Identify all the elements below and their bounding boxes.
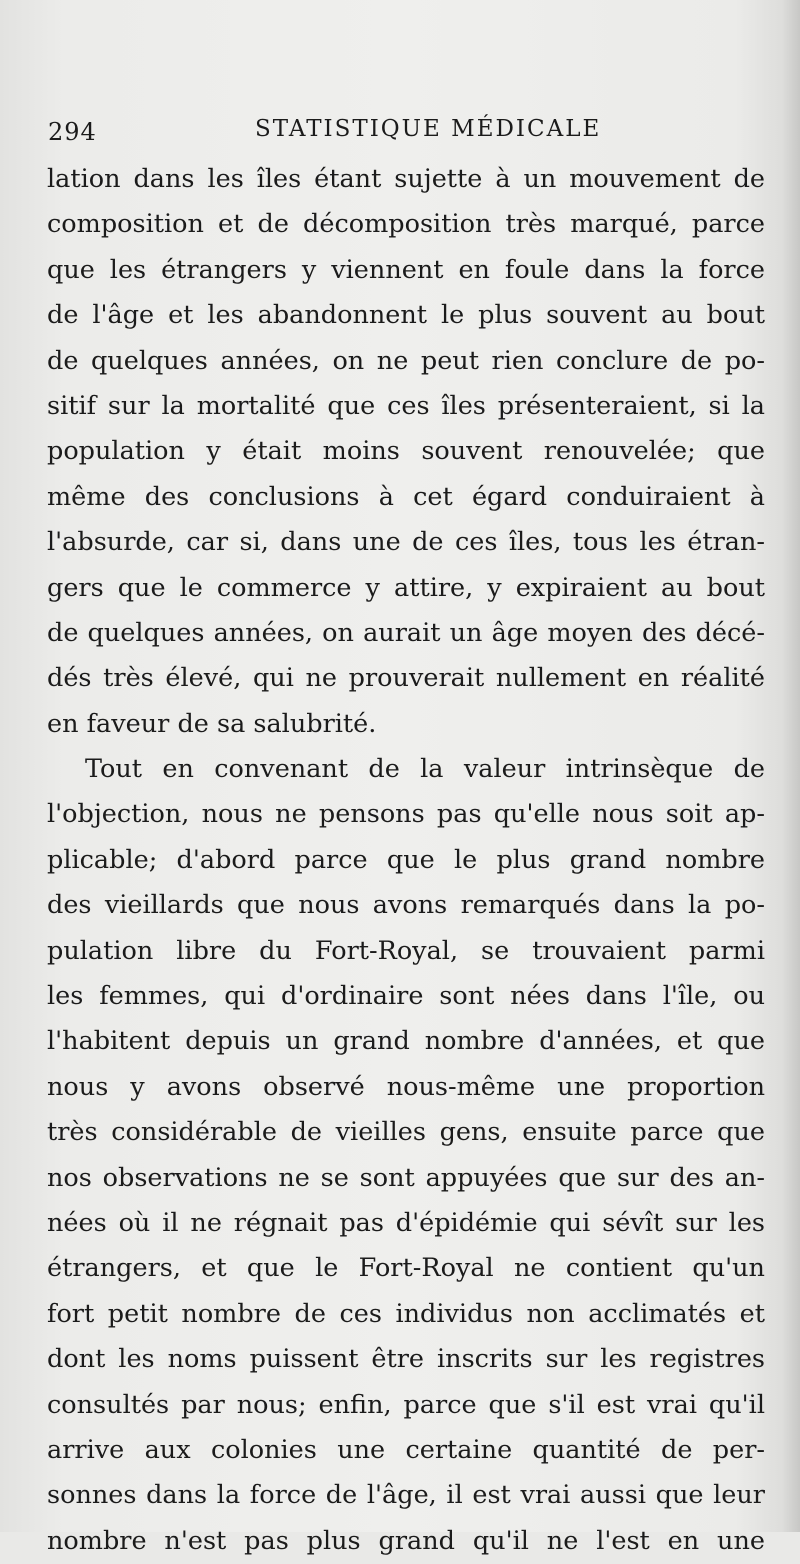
- text-line: de quelques années, on aurait un âge moyen des décé-: [47, 617, 765, 648]
- text-line: nées où il ne régnait pas d'épidémie qui sévît sur les: [47, 1207, 765, 1238]
- text-line: nous y avons observé nous-même une proportion: [47, 1071, 765, 1102]
- text-line: plicable; d'abord parce que le plus grand nombre: [47, 844, 765, 875]
- text-line: dés très élevé, qui ne prouverait nullement en réalité: [47, 663, 765, 694]
- page-number: 294: [48, 118, 97, 146]
- text-line: l'objection, nous ne pensons pas qu'elle nous soit ap-: [47, 799, 765, 830]
- text-line: fort petit nombre de ces individus non acclimatés et: [47, 1298, 765, 1329]
- text-line: de l'âge et les abandonnent le plus souvent au bout: [47, 300, 765, 331]
- text-line: gers que le commerce y attire, y expiraient au bout: [47, 572, 765, 603]
- text-line: étrangers, et que le Fort-Royal ne contient qu'un: [47, 1253, 765, 1284]
- text-line: sonnes dans la force de l'âge, il est vrai aussi que leur: [47, 1480, 765, 1511]
- text-line: composition et de décomposition très marqué, parce: [47, 209, 765, 240]
- body-text: [47, 157, 765, 1564]
- text-line: lation dans les îles étant sujette à un mouvement de: [47, 164, 765, 194]
- text-line: l'absurde, car si, dans une de ces îles, tous les étran-: [47, 527, 765, 558]
- paragraph-start-line: Tout en convenant de la valeur intrinsèque de: [85, 754, 765, 785]
- text-line: des vieillards que nous avons remarqués dans la po-: [47, 890, 765, 921]
- text-line: pulation libre du Fort-Royal, se trouvaient parmi: [47, 935, 765, 966]
- text-line: dont les noms puissent être inscrits sur les registres: [47, 1344, 765, 1375]
- text-line: nos observations ne se sont appuyées que sur des an-: [47, 1162, 765, 1193]
- page-edge-shadow: [782, 0, 800, 1532]
- text-line: consultés par nous; enfin, parce que s'il est vrai qu'il: [47, 1389, 765, 1420]
- text-line: population y était moins souvent renouvelée; que: [47, 436, 765, 467]
- text-line: de quelques années, on ne peut rien conclure de po-: [47, 345, 765, 376]
- page-header: [40, 110, 760, 150]
- paragraph-end-line: en faveur de sa salubrité.: [47, 708, 377, 739]
- text-line: nombre n'est pas plus grand qu'il ne l'est en une: [47, 1525, 765, 1556]
- running-head: STATISTIQUE MÉDICALE: [255, 116, 602, 142]
- text-line: l'habitent depuis un grand nombre d'années, et que: [47, 1026, 765, 1057]
- text-line: que les étrangers y viennent en foule dans la force: [47, 254, 765, 285]
- text-line: les femmes, qui d'ordinaire sont nées dans l'île, ou: [47, 981, 765, 1012]
- text-line: arrive aux colonies une certaine quantité de per-: [47, 1434, 765, 1465]
- text-line: sitif sur la mortalité que ces îles présenteraient, si la: [47, 390, 765, 421]
- text-line: très considérable de vieilles gens, ensuite parce que: [47, 1117, 765, 1148]
- text-line: même des conclusions à cet égard conduiraient à: [47, 481, 765, 512]
